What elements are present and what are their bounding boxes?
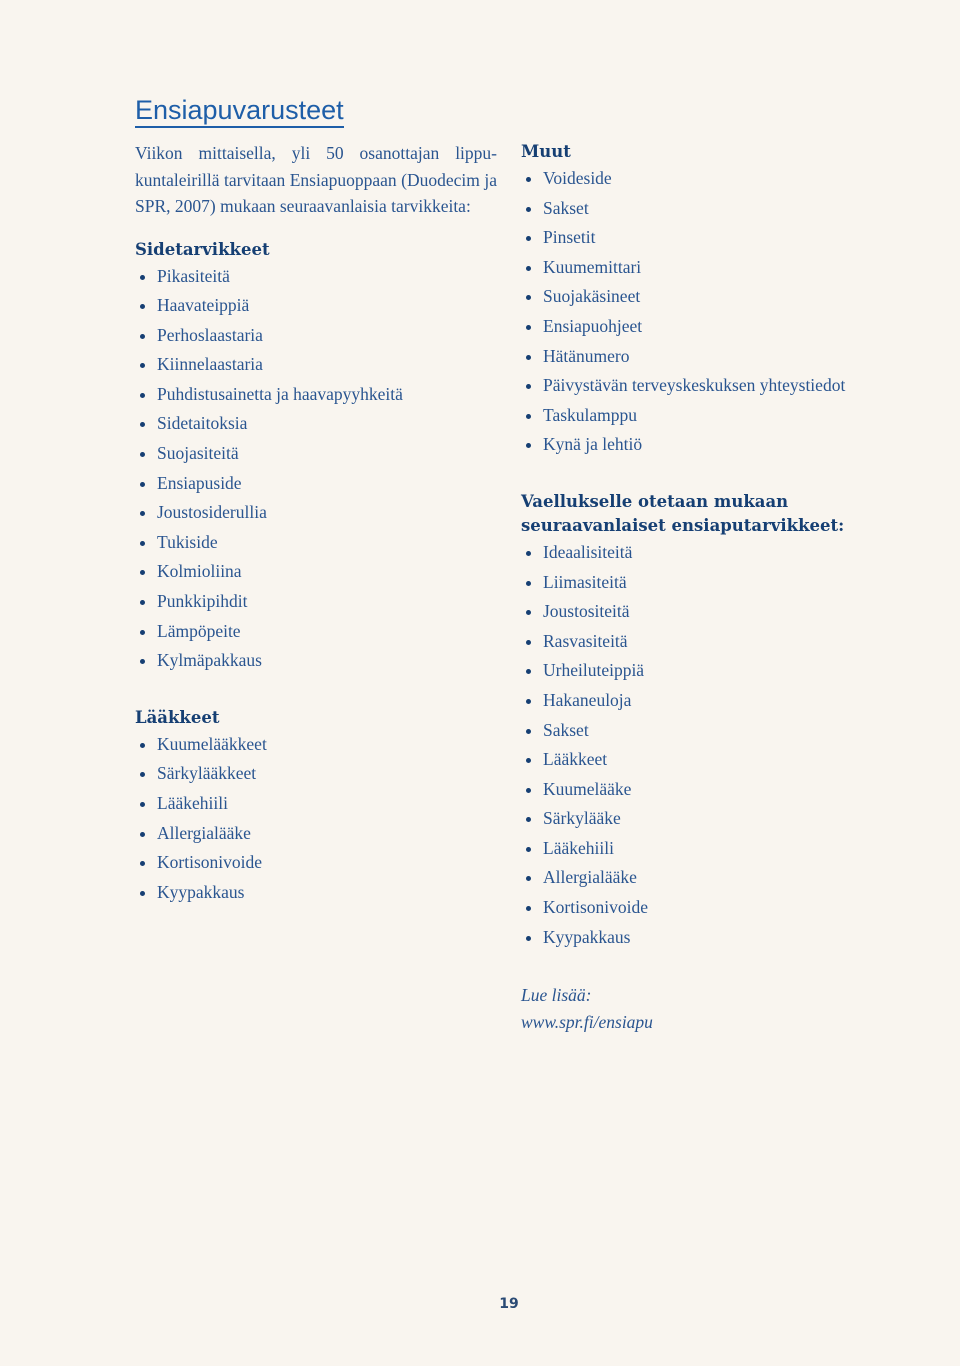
list-item bbox=[521, 804, 901, 834]
list-item-text: Rasvasiteitä bbox=[543, 630, 628, 651]
list-item-text: Kuumemittari bbox=[543, 256, 642, 277]
bullet-icon bbox=[140, 541, 145, 546]
bullet-icon bbox=[140, 275, 145, 280]
bullet-icon bbox=[526, 177, 531, 182]
list-item bbox=[135, 789, 497, 819]
bullet-icon bbox=[526, 847, 531, 852]
bullet-icon bbox=[140, 832, 145, 837]
vaellus-list bbox=[521, 538, 901, 952]
list-item bbox=[135, 646, 497, 676]
bullet-icon bbox=[526, 551, 531, 556]
list-item bbox=[521, 223, 901, 253]
list-item bbox=[135, 469, 497, 499]
bullet-icon bbox=[526, 384, 531, 389]
bullet-icon bbox=[140, 304, 145, 309]
list-item-text: Kuumelääkkeet bbox=[157, 733, 267, 754]
right-column bbox=[521, 140, 901, 1036]
list-item bbox=[135, 262, 497, 292]
list-item bbox=[521, 253, 901, 283]
bullet-icon bbox=[526, 817, 531, 822]
list-item-text: Hakaneuloja bbox=[543, 689, 632, 710]
list-item bbox=[135, 878, 497, 908]
list-item bbox=[135, 848, 497, 878]
bullet-icon bbox=[526, 729, 531, 734]
list-item-text: Haavateippiä bbox=[157, 295, 250, 316]
list-item bbox=[521, 430, 901, 460]
bullet-icon bbox=[140, 511, 145, 516]
bullet-icon bbox=[526, 906, 531, 911]
bullet-icon bbox=[140, 393, 145, 398]
sidetarvikkeet-list bbox=[135, 262, 497, 676]
list-item bbox=[521, 371, 901, 401]
list-item-text: Allergialääke bbox=[157, 822, 251, 843]
bullet-icon bbox=[140, 422, 145, 427]
list-item-text: Kyypakkaus bbox=[543, 926, 631, 947]
bullet-icon bbox=[526, 266, 531, 271]
page-number: 19 bbox=[499, 1296, 519, 1312]
list-item-text: Lääkkeet bbox=[543, 749, 608, 770]
bullet-icon bbox=[526, 758, 531, 763]
list-item-text: Kuumelääke bbox=[543, 778, 632, 799]
list-item bbox=[521, 538, 901, 568]
bullet-icon bbox=[140, 334, 145, 339]
list-item-text: Lääkehiili bbox=[543, 837, 614, 858]
list-item-text: Allergialääke bbox=[543, 867, 637, 888]
list-item-text: Kolmioliina bbox=[157, 561, 242, 582]
list-item bbox=[135, 587, 497, 617]
list-item-text: Kortisonivoide bbox=[543, 897, 648, 918]
list-item bbox=[521, 775, 901, 805]
list-item-text: Puhdistusainetta ja haavapyyhkeitä bbox=[157, 383, 403, 404]
bullet-icon bbox=[526, 295, 531, 300]
bullet-icon bbox=[140, 570, 145, 575]
list-item bbox=[521, 164, 901, 194]
list-item bbox=[521, 194, 901, 224]
bullet-icon bbox=[526, 581, 531, 586]
list-item bbox=[135, 498, 497, 528]
list-item bbox=[521, 627, 901, 657]
bullet-icon bbox=[526, 640, 531, 645]
bullet-icon bbox=[526, 699, 531, 704]
bullet-icon bbox=[526, 443, 531, 448]
list-item-text: Sakset bbox=[543, 719, 589, 740]
list-item-text: Kiinnelaastaria bbox=[157, 354, 263, 375]
list-item-text: Lääkehiili bbox=[157, 793, 228, 813]
bullet-icon bbox=[526, 610, 531, 615]
list-item-text: Hätänumero bbox=[543, 345, 630, 366]
list-item bbox=[521, 656, 901, 686]
bullet-icon bbox=[140, 482, 145, 487]
list-item bbox=[135, 291, 497, 321]
bullet-icon bbox=[140, 452, 145, 457]
laakkeet-list bbox=[135, 730, 497, 908]
list-item-text: Pinsetit bbox=[543, 227, 596, 248]
list-item-text: Ideaalisiteitä bbox=[543, 541, 633, 562]
list-item-text: Kylmäpakkaus bbox=[157, 650, 262, 671]
muut-heading: Muut bbox=[521, 142, 571, 161]
bullet-icon bbox=[526, 936, 531, 941]
list-item bbox=[135, 730, 497, 760]
left-column bbox=[135, 140, 497, 907]
laakkeet-heading: Lääkkeet bbox=[135, 707, 220, 727]
bullet-icon bbox=[140, 743, 145, 748]
list-item-text: Kyypakkaus bbox=[157, 881, 245, 902]
list-item bbox=[521, 597, 901, 627]
list-item-text: Urheiluteippiä bbox=[543, 660, 645, 681]
list-item-text: Pikasiteitä bbox=[157, 265, 230, 286]
list-item bbox=[521, 312, 901, 342]
bullet-icon bbox=[526, 207, 531, 212]
bullet-icon bbox=[140, 861, 145, 866]
bullet-icon bbox=[526, 414, 531, 419]
list-item-text: Liimasiteitä bbox=[543, 571, 627, 592]
list-item-text: Ensiapuohjeet bbox=[543, 315, 643, 336]
sidetarvikkeet-heading: Sidetarvikkeet bbox=[135, 239, 270, 259]
read-more bbox=[521, 982, 901, 1036]
bullet-icon bbox=[526, 236, 531, 241]
list-item-text: Kortisonivoide bbox=[157, 852, 262, 873]
list-item bbox=[521, 834, 901, 864]
list-item bbox=[521, 686, 901, 716]
bullet-icon bbox=[526, 325, 531, 330]
list-item bbox=[135, 528, 497, 558]
list-item bbox=[521, 568, 901, 598]
list-item-text: Lämpöpeite bbox=[157, 620, 241, 641]
bullet-icon bbox=[140, 772, 145, 777]
list-item-text: Joustosiderullia bbox=[157, 502, 267, 523]
bullet-icon bbox=[140, 659, 145, 664]
list-item bbox=[135, 439, 497, 469]
list-item-text: Päivystävän terveyskeskuksen yhteystiedot bbox=[543, 375, 846, 396]
list-item bbox=[521, 342, 901, 372]
list-item bbox=[521, 863, 901, 893]
muut-list bbox=[521, 164, 901, 460]
bullet-icon bbox=[140, 891, 145, 896]
list-item bbox=[521, 745, 901, 775]
bullet-icon bbox=[140, 630, 145, 635]
vaellus-heading bbox=[521, 490, 901, 538]
list-item bbox=[521, 893, 901, 923]
intro-paragraph: Viikon mittaisella, yli 50 osanottajan lippukuntaleirillä tarvitaan Ensiapuoppaan (Duodecim ja SPR, 2007) mukaan seuraavanlaisia tarvikkeita: bbox=[135, 143, 497, 216]
list-item-text: Taskulamppu bbox=[543, 404, 638, 425]
bullet-icon bbox=[140, 600, 145, 605]
list-item bbox=[135, 557, 497, 587]
list-item-text: Kynä ja lehtiö bbox=[543, 434, 643, 455]
vaellus-heading-line1: Vaellukselle otetaan mukaan bbox=[521, 491, 789, 511]
list-item-text: Suojakäsineet bbox=[543, 286, 641, 307]
list-item-text: Sidetaitoksia bbox=[157, 413, 248, 434]
list-item bbox=[135, 350, 497, 380]
list-item-text: Särkylääkkeet bbox=[157, 763, 257, 784]
list-item-text: Särkylääke bbox=[543, 808, 621, 829]
bullet-icon bbox=[526, 788, 531, 793]
list-item bbox=[521, 716, 901, 746]
bullet-icon bbox=[526, 669, 531, 674]
list-item bbox=[521, 401, 901, 431]
list-item-text: Joustositeitä bbox=[543, 601, 630, 622]
read-more-label: Lue lisää: bbox=[521, 985, 592, 1006]
bullet-icon bbox=[140, 802, 145, 807]
list-item-text: Suojasiteitä bbox=[157, 443, 239, 464]
bullet-icon bbox=[140, 363, 145, 368]
bullet-icon bbox=[526, 355, 531, 360]
bullet-icon bbox=[526, 876, 531, 881]
list-item bbox=[135, 819, 497, 849]
list-item-text: Punkkipihdit bbox=[157, 591, 248, 612]
vaellus-heading-line2: seuraavanlaiset ensiaputarvikkeet: bbox=[521, 515, 845, 535]
list-item bbox=[135, 380, 497, 410]
list-item-text: Ensiapuside bbox=[157, 472, 242, 493]
list-item-text: Voideside bbox=[543, 168, 612, 188]
list-item bbox=[135, 759, 497, 789]
list-item bbox=[135, 321, 497, 351]
list-item bbox=[521, 282, 901, 312]
list-item bbox=[135, 617, 497, 647]
list-item bbox=[135, 409, 497, 439]
list-item-text: Sakset bbox=[543, 197, 589, 218]
read-more-link[interactable]: www.spr.fi/ensiapu bbox=[521, 1012, 653, 1033]
list-item-text: Perhoslaastaria bbox=[157, 324, 263, 345]
page-title: Ensiapuvarusteet bbox=[135, 94, 344, 128]
list-item bbox=[521, 923, 901, 953]
list-item-text: Tukiside bbox=[157, 531, 218, 552]
